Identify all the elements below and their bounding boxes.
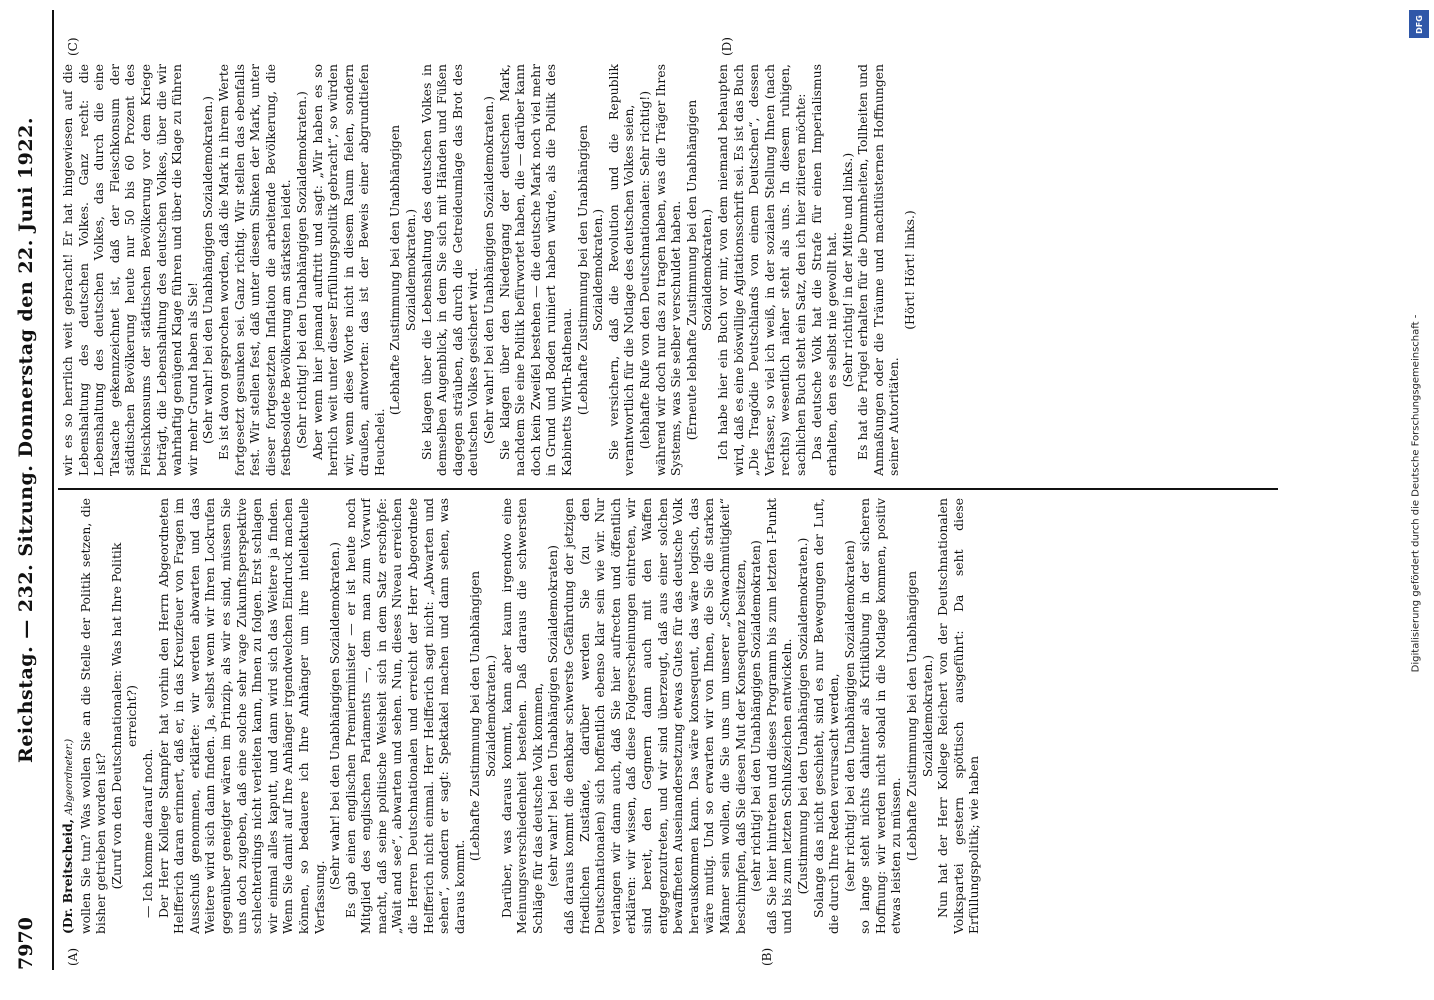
paragraph: Es ist davon gesprochen worden, daß die Mark in ihrem Werte fortgesetzt gesunken sei. Ganz richtig. Wir stellen das ebenfalls fest. Wir stellen fest, daß unter diesem Sinken der Mark, unter dieser fortgesetzten Inflation die arbeitende Bevölkerung, die festbesoldete Bevölkerung am stärksten leidet. [215, 64, 294, 476]
interjection: (Zuruf von den Deutschnationalen: Was hat Ihre Politik erreicht?) [108, 542, 140, 890]
dfg-logo: DFG [1409, 10, 1429, 38]
interjection: (lebhafte Rufe von den Deutschnationalen: Sehr richtig!) [636, 90, 652, 450]
paragraph: Sie klagen über die Lebenshaltung des deutschen Volkes in demselben Augenblick, in dem Sie sich mit Händen und Füßen dagegen sträuben, daß durch die Getreideumlage das Brot des deutschen Volkes gesichert wird. [418, 64, 481, 476]
paragraph: wir es so herrlich weit gebracht! Er hat hingewiesen auf die Lebenshaltung des deutschen Volkes. Ganz recht: die Lebenshaltung des deutschen Volkes, das durch die eine Tatsache gekennzeichnet ist, daß der Fleischkonsum der städtischen Bevölkerung heute nur 50 bis 60 Prozent des Fleischkonsums der städtischen Bevölkerung vor dem Kriege beträgt, die Lebenshaltung des deutschen Volkes, über die wir wahrhaftig genügend Klage führen und über die Klage zu führen wir mehr Grund haben als Sie! [60, 64, 200, 476]
interjection: (sehr wahr! bei den Unabhängigen Sozialdemokraten) [545, 545, 561, 887]
paragraph: Es gab einen englischen Premierminister — er ist heute noch Mitglied des englischen Parlaments —, dem man zum Vorwurf macht, daß seine politische Weisheit sich in dem Satz erschöpfe: „Wait and see“, abwarten und sehen. Nun, dieses Niveau erreichen die Herren Deutschnationalen und erreicht der Herr Abgeordnete Helfferich nicht einmal. Herr Helfferich sagt nicht: „Abwarten und sehen“, sondern er sagt: Spektakel machen und dann sehen, was daraus kommt. [342, 498, 467, 934]
interjection: (Lebhafte Zustimmung bei den Unabhängigen Sozialdemokraten.) [574, 124, 606, 416]
interjection: (Sehr wahr! bei den Unabhängigen Sozialdemokraten.) [327, 542, 343, 890]
paragraph: daß Sie hier hintreten und dieses Programm bis zum letzten I-Punkt und bis zum letzten Schlußzeichen entwickeln. [763, 498, 795, 934]
interjection: (Lebhafte Zustimmung bei den Unabhängigen Sozialdemokraten.) [387, 124, 419, 416]
header-rule [52, 10, 54, 970]
interjection: (Zustimmung bei den Unabhängigen Sozialdemokraten.) [794, 537, 810, 895]
interjection: (sehr richtig! bei den Unabhängigen Sozialdemokraten) [748, 540, 764, 892]
paragraph: daß daraus kommt die denkbar schwerste Gefährdung der jetzigen friedlichen Zustände, darüber werden Sie (zu den Deutschnationalen) sich hoffentlich ebenso klar sein wie wir. Nur verlangen wir dann auch, daß Sie hier aufrecten und öffentlich erklären: wir wissen, daß diese Folgeerscheinungen eintreten, wir sind bereit, den Gegnern dann auch mit den Waffen entgegenzutreten, und wir sind überzeugt, daß aus einer solchen bewaffneten Auseinandersetzung etwas Gutes für das deutsche Volk herauskommen kann. Das wäre konsequent, das wäre logisch, das wäre mutig. Und so erwarten wir von Ihnen, die Sie die starken Männer sein wollen, die Sie uns um unserer „Schwachmütigkeit“ beschimpfen, daß Sie diesen Mut der Konsequenz besitzen, [561, 498, 748, 934]
interjection: (Sehr wahr! bei den Unabhängigen Sozialdemokraten.) [481, 96, 497, 444]
margin-marker-b: (B) [760, 947, 774, 966]
speaker-name: (Dr. Breitscheid, [60, 818, 75, 934]
page-number: 7970 [15, 917, 37, 970]
watermark-text: Digitalisierung gefördert durch die Deutsche Forschungsgemeinschaft - [1410, 314, 1422, 673]
interjection: (Sehr richtig! bei den Unabhängigen Sozialdemokraten.) [293, 91, 309, 449]
paragraph: während wir doch nur das zu tragen haben, was die Träger Ihres Systems, was Sie selber verschuldet haben. [652, 64, 684, 476]
left-column [60, 498, 1280, 934]
interjection: (Sehr wahr! bei den Unabhängigen Sozialdemokraten.) [200, 96, 216, 444]
interjection: (Hört! Hört! links.) [902, 210, 918, 330]
speaker-line [60, 498, 78, 934]
margin-marker-d: (D) [720, 37, 734, 56]
paragraph: Der Herr Kollege Stampfer hat vorhin den Herrn Abgeordneten Helfferich daran erinnert, daß er, in das Kreuzfeuer von Fragen im Ausschuß genommen, erklärte: wir werden abwarten und das Weitere wird sich dann finden. Ja, selbst wenn wir Ihren Lockrufen gegenüber geneigter wären im Prinzip, als wir es sind, müssen Sie uns doch zugeben, daß eine solche sehr vage Zukunftsperspektive schlechterdings nicht verleiten kann, Ihnen zu folgen. Erst schlagen wir einmal alles kaputt, und dann wird sich das Weitere ja finden. Wenn Sie damit auf Ihre Anhänger irgendwelchen Eindruck machen können, so bedauere ich Ihre Anhänger um ihre intellektuelle Verfassung. [155, 498, 327, 934]
digitization-watermark [1406, 8, 1432, 992]
page-title: Reichstag. — 232. Sitzung. Donnerstag den 22. Juni 1922. [15, 117, 37, 763]
right-column [60, 64, 1280, 476]
interjection: (Erneute lebhafte Zustimmung bei den Unabhängigen Sozialdemokraten.) [683, 99, 715, 441]
paragraph: Sie klagen über den Niedergang der deutschen Mark, nachdem Sie eine Politik befürwortet haben, die — darüber kann doch kein Zweifel bestehen — die deutsche Mark noch viel mehr in Grund und Boden ruiniert haben würde, als die Politik des Kabinetts Wirth-Rathenau. [496, 64, 574, 476]
paragraph: Ich habe hier ein Buch vor mir, von dem niemand behaupten wird, daß es eine böswillige Agitationsschrift sei. Es ist das Buch „Die Tragödie Deutschlands von einem Deutschen“, dessen Verfasser, so viel ich weiß, in der sozialen Stellung Ihnen (nach rechts) wesentlich näher steht als uns. In diesem ruhigen, sachlichen Buch steht ein Satz, den ich hier zitieren möchte: [714, 64, 808, 476]
quotation: Es hat die Prügel erhalten für die Dummheiten, Tollheiten und Anmaßungen oder die Träume und machtlüsternen Hoffnungen seiner Autoritäten. [855, 64, 902, 476]
paragraph: Solange das nicht geschieht, sind es nur Bewegungen der Luft, die durch Ihre Reden verursacht werden, [810, 498, 842, 934]
paragraph: wollen Sie tun? Was wollen Sie an die Stelle der Politik setzen, die bisher getrieben worden ist? [77, 498, 109, 934]
paragraph: Sie versichern, daß die Revolution und die Republik verantwortlich für die Notlage des deutschen Volkes seien, [605, 64, 637, 476]
margin-marker-a: (A) [66, 947, 80, 966]
paragraph: Aber wenn hier jemand auftritt und sagt: „Wir haben es so herrlich weit unter dieser Erfüllungspolitik gebracht“, so würden wir, wenn diese Worte nicht in diesem Raum fielen, sondern draußen, antworten: das ist der Beweis einer abgrundtiefen Heuchelei. [309, 64, 387, 476]
interjection: (Sehr richtig! in der Mitte und links.) [839, 152, 855, 388]
paragraph: Nun hat der Herr Kollege Reichert von der Deutschnationalen Volkspartei gestern spöttisch ausgeführt: Da seht diese Erfüllungspolitik; wie haben [935, 498, 982, 934]
column-divider [58, 488, 1278, 490]
paragraph: so lange steht nichts dahinter als Kritikübung in der sicheren Hoffnung: wir werden nicht sobald in die Notlage kommen, positiv etwas leisten zu müssen. [857, 498, 904, 934]
speaker-role: Abgeordneter.) [64, 738, 75, 815]
paragraph: Darüber, was daraus kommt, kann aber kaum irgendwo eine Meinungsverschiedenheit bestehen. Daß daraus die schwersten Schläge für das deutsche Volk kommen, [498, 498, 545, 934]
page-header [6, 30, 46, 970]
quotation: Das deutsche Volk hat die Strafe für einen Imperialismus erhalten, den es selbst nie gewollt hat. [808, 64, 840, 476]
interjection: (Lebhafte Zustimmung bei den Unabhängigen Sozialdemokraten.) [467, 570, 499, 862]
interjection: (sehr richtig! bei den Unabhängigen Sozialdemokraten) [841, 540, 857, 892]
paragraph: — Ich komme darauf noch. [139, 748, 155, 918]
interjection: (Lebhafte Zustimmung bei den Unabhängigen Sozialdemokraten.) [904, 570, 935, 862]
margin-marker-c: (C) [66, 37, 80, 56]
